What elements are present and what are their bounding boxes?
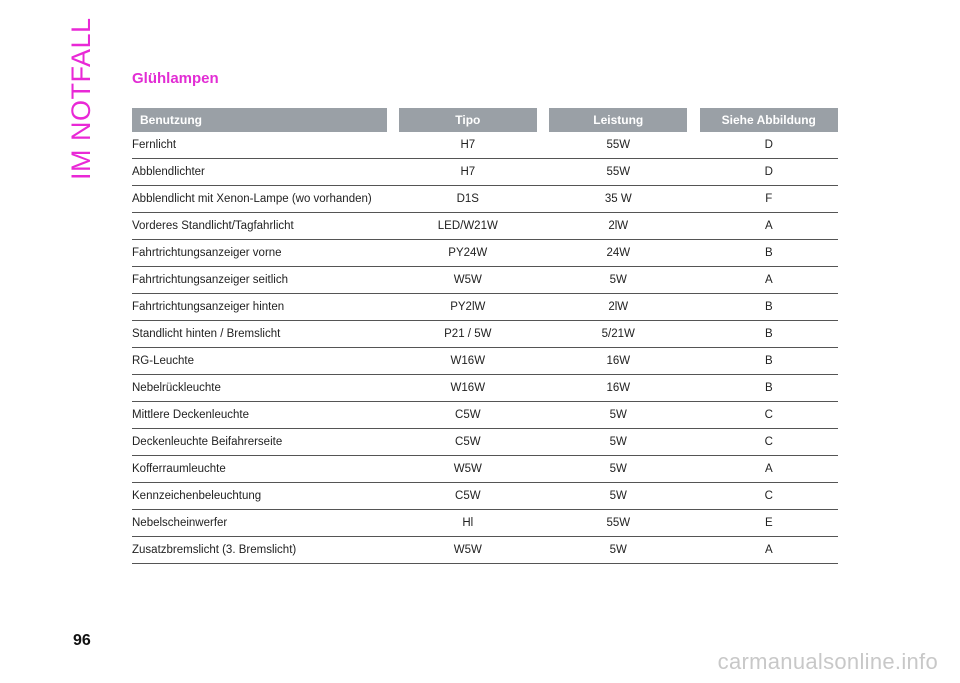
cell-usage: Kofferraumleuchte — [132, 456, 387, 483]
table-row — [132, 429, 838, 456]
table-row — [132, 213, 838, 240]
table-row — [132, 510, 838, 537]
cell-power: 5W — [549, 402, 687, 429]
column-header-type: Tipo — [399, 108, 537, 132]
cell-power: 35 W — [549, 186, 687, 213]
cell-power: 5W — [549, 429, 687, 456]
cell-type: W16W — [399, 348, 537, 375]
cell-figure: A — [700, 456, 838, 483]
cell-type: P21 / 5W — [399, 321, 537, 348]
cell-figure: D — [700, 159, 838, 186]
cell-power: 2lW — [549, 213, 687, 240]
cell-figure: B — [700, 375, 838, 402]
cell-usage: Fahrtrichtungsanzeiger seitlich — [132, 267, 387, 294]
cell-power: 16W — [549, 348, 687, 375]
table-row — [132, 537, 838, 564]
cell-usage: Mittlere Deckenleuchte — [132, 402, 387, 429]
cell-usage: Standlicht hinten / Bremslicht — [132, 321, 387, 348]
cell-figure: E — [700, 510, 838, 537]
bulb-table — [132, 108, 838, 564]
cell-figure: A — [700, 213, 838, 240]
side-section-title: IM NOTFALL — [66, 17, 96, 180]
cell-power: 55W — [549, 159, 687, 186]
table-header-row — [132, 108, 838, 132]
table-row — [132, 483, 838, 510]
cell-power: 24W — [549, 240, 687, 267]
cell-power: 55W — [549, 510, 687, 537]
cell-figure: F — [700, 186, 838, 213]
cell-power: 5W — [549, 537, 687, 564]
page-title: Glühlampen — [132, 70, 219, 87]
cell-power: 5/21W — [549, 321, 687, 348]
cell-figure: D — [700, 132, 838, 159]
cell-type: C5W — [399, 402, 537, 429]
cell-type: W16W — [399, 375, 537, 402]
cell-figure: C — [700, 429, 838, 456]
cell-type: D1S — [399, 186, 537, 213]
cell-figure: A — [700, 267, 838, 294]
table-row — [132, 240, 838, 267]
cell-power: 16W — [549, 375, 687, 402]
cell-figure: C — [700, 483, 838, 510]
table-row — [132, 159, 838, 186]
cell-usage: Fernlicht — [132, 132, 387, 159]
watermark: carmanualsonline.info — [717, 649, 938, 674]
cell-type: W5W — [399, 456, 537, 483]
cell-type: Hl — [399, 510, 537, 537]
table-row — [132, 321, 838, 348]
table-row — [132, 402, 838, 429]
cell-usage: Nebelscheinwerfer — [132, 510, 387, 537]
cell-type: W5W — [399, 267, 537, 294]
table-row — [132, 348, 838, 375]
cell-usage: Nebelrückleuchte — [132, 375, 387, 402]
column-header-usage: Benutzung — [132, 108, 387, 132]
cell-usage: Kennzeichenbeleuchtung — [132, 483, 387, 510]
cell-type: PY2lW — [399, 294, 537, 321]
column-header-power: Leistung — [549, 108, 687, 132]
cell-usage: Deckenleuchte Beifahrerseite — [132, 429, 387, 456]
cell-figure: B — [700, 321, 838, 348]
cell-usage: RG-Leuchte — [132, 348, 387, 375]
cell-type: LED/W21W — [399, 213, 537, 240]
cell-type: H7 — [399, 132, 537, 159]
cell-type: PY24W — [399, 240, 537, 267]
table-row — [132, 267, 838, 294]
table-row — [132, 186, 838, 213]
cell-power: 55W — [549, 132, 687, 159]
cell-usage: Abblendlichter — [132, 159, 387, 186]
cell-usage: Fahrtrichtungsanzeiger hinten — [132, 294, 387, 321]
cell-type: C5W — [399, 429, 537, 456]
column-header-figure: Siehe Abbildung — [700, 108, 838, 132]
page-number: 96 — [73, 632, 91, 649]
cell-figure: B — [700, 294, 838, 321]
cell-power: 5W — [549, 456, 687, 483]
cell-usage: Abblendlicht mit Xenon-Lampe (wo vorhanden) — [132, 186, 387, 213]
cell-power: 5W — [549, 267, 687, 294]
cell-power: 2lW — [549, 294, 687, 321]
cell-usage: Vorderes Standlicht/Tagfahrlicht — [132, 213, 387, 240]
table-row — [132, 132, 838, 159]
cell-figure: B — [700, 348, 838, 375]
cell-usage: Fahrtrichtungsanzeiger vorne — [132, 240, 387, 267]
cell-usage: Zusatzbremslicht (3. Bremslicht) — [132, 537, 387, 564]
cell-figure: A — [700, 537, 838, 564]
table-row — [132, 294, 838, 321]
table-row — [132, 456, 838, 483]
cell-figure: B — [700, 240, 838, 267]
cell-type: W5W — [399, 537, 537, 564]
table-row — [132, 375, 838, 402]
cell-type: H7 — [399, 159, 537, 186]
cell-type: C5W — [399, 483, 537, 510]
cell-power: 5W — [549, 483, 687, 510]
cell-figure: C — [700, 402, 838, 429]
